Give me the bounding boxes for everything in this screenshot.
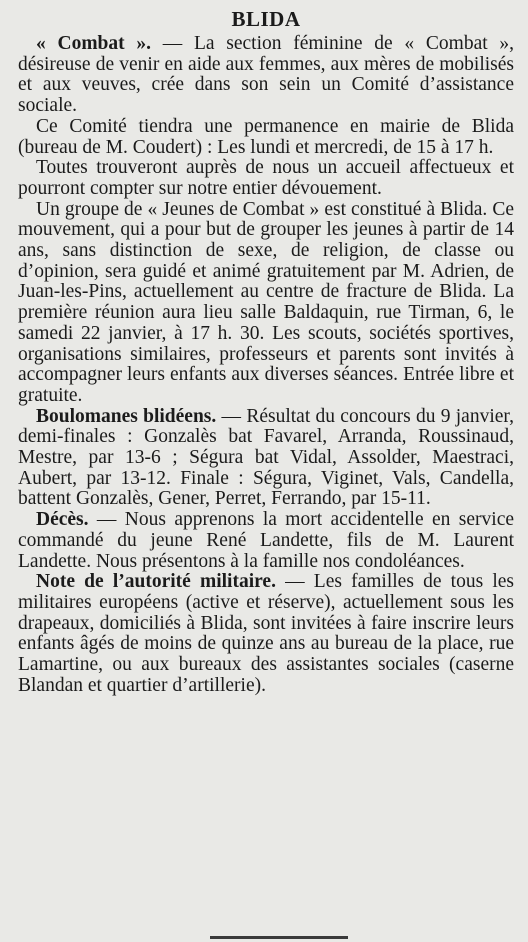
- article-boulomanes: [18, 407, 514, 511]
- article-jeunes: [18, 200, 514, 407]
- article-title: « Combat ».: [36, 33, 152, 54]
- article-text: Un groupe de « Jeunes de Combat » est constitué à Blida. Ce mouvement, qui a pour but de grouper les jeunes à partir de 14 ans, sans distinction de sexe, de religion, de classe ou d’opinion, sera guidé et animé gratuitement par M. Adrien, de Juan-les-Pins, actuellement au centre de fracture de Blida. La première réunion aura lieu salle Baldaquin, rue Tirman, 6, le samedi 22 janvier, à 17 h. 30. Les scouts, sociétés sportives, organisations similaires, professeurs et parents sont invités à accompagner leurs enfants aux diverses séances. Entrée libre et gratuite.: [18, 198, 514, 406]
- article-text: — La section féminine de « Combat », désireuse de venir en aide aux femmes, aux mères de mobilisés et aux veuves, crée dans son sein un Comité d’assistance sociale.: [18, 33, 514, 117]
- article-deces: [18, 510, 514, 572]
- bottom-divider: [210, 936, 348, 939]
- article-text: — Nous apprenons la mort accidentelle en service commandé du jeune René Landette, fils de M. Laurent Landette. Nous présentons à la famille nos condoléances.: [18, 509, 514, 572]
- article-comite: [18, 117, 514, 158]
- article-title: Note de l’autorité militaire.: [36, 571, 276, 593]
- article-accueil: [18, 158, 514, 199]
- article-text: — Résultat du concours du 9 janvier, demi-finales : Gonzalès bat Favarel, Arranda, Roussinaud, Mestre, par 13-6 ; Ségura bat Vidal, Assolder, Maestraci, Aubert, par 13-12. Finale : Ségura, Viginet, Vals, Candella, battent Gonzalès, Gener, Perret, Ferrando, par 15-11.: [18, 405, 514, 510]
- article-note-militaire: [18, 572, 514, 696]
- article-text: — Les familles de tous les militaires européens (active et réserve), actuellement sous les drapeaux, domiciliés à Blida, sont invitées à faire inscrire leurs enfants âgés de moins de quinze ans au bureau de la place, rue Lamartine, ou aux bureaux des assistantes sociales (caserne Blandan et quartier d’artillerie).: [18, 571, 514, 696]
- article-title: Décès.: [36, 509, 89, 531]
- headline: BLIDA: [231, 7, 301, 31]
- article-text: Toutes trouveront auprès de nous un accueil affectueux et pourront compter sur notre entier dévouement.: [18, 157, 514, 199]
- article-title: Boulomanes blidéens.: [36, 405, 217, 427]
- article-text: Ce Comité tiendra une permanence en mairie de Blida (bureau de M. Coudert) : Les lundi et mercredi, de 15 à 17 h.: [18, 115, 514, 158]
- article-combat: [18, 34, 514, 117]
